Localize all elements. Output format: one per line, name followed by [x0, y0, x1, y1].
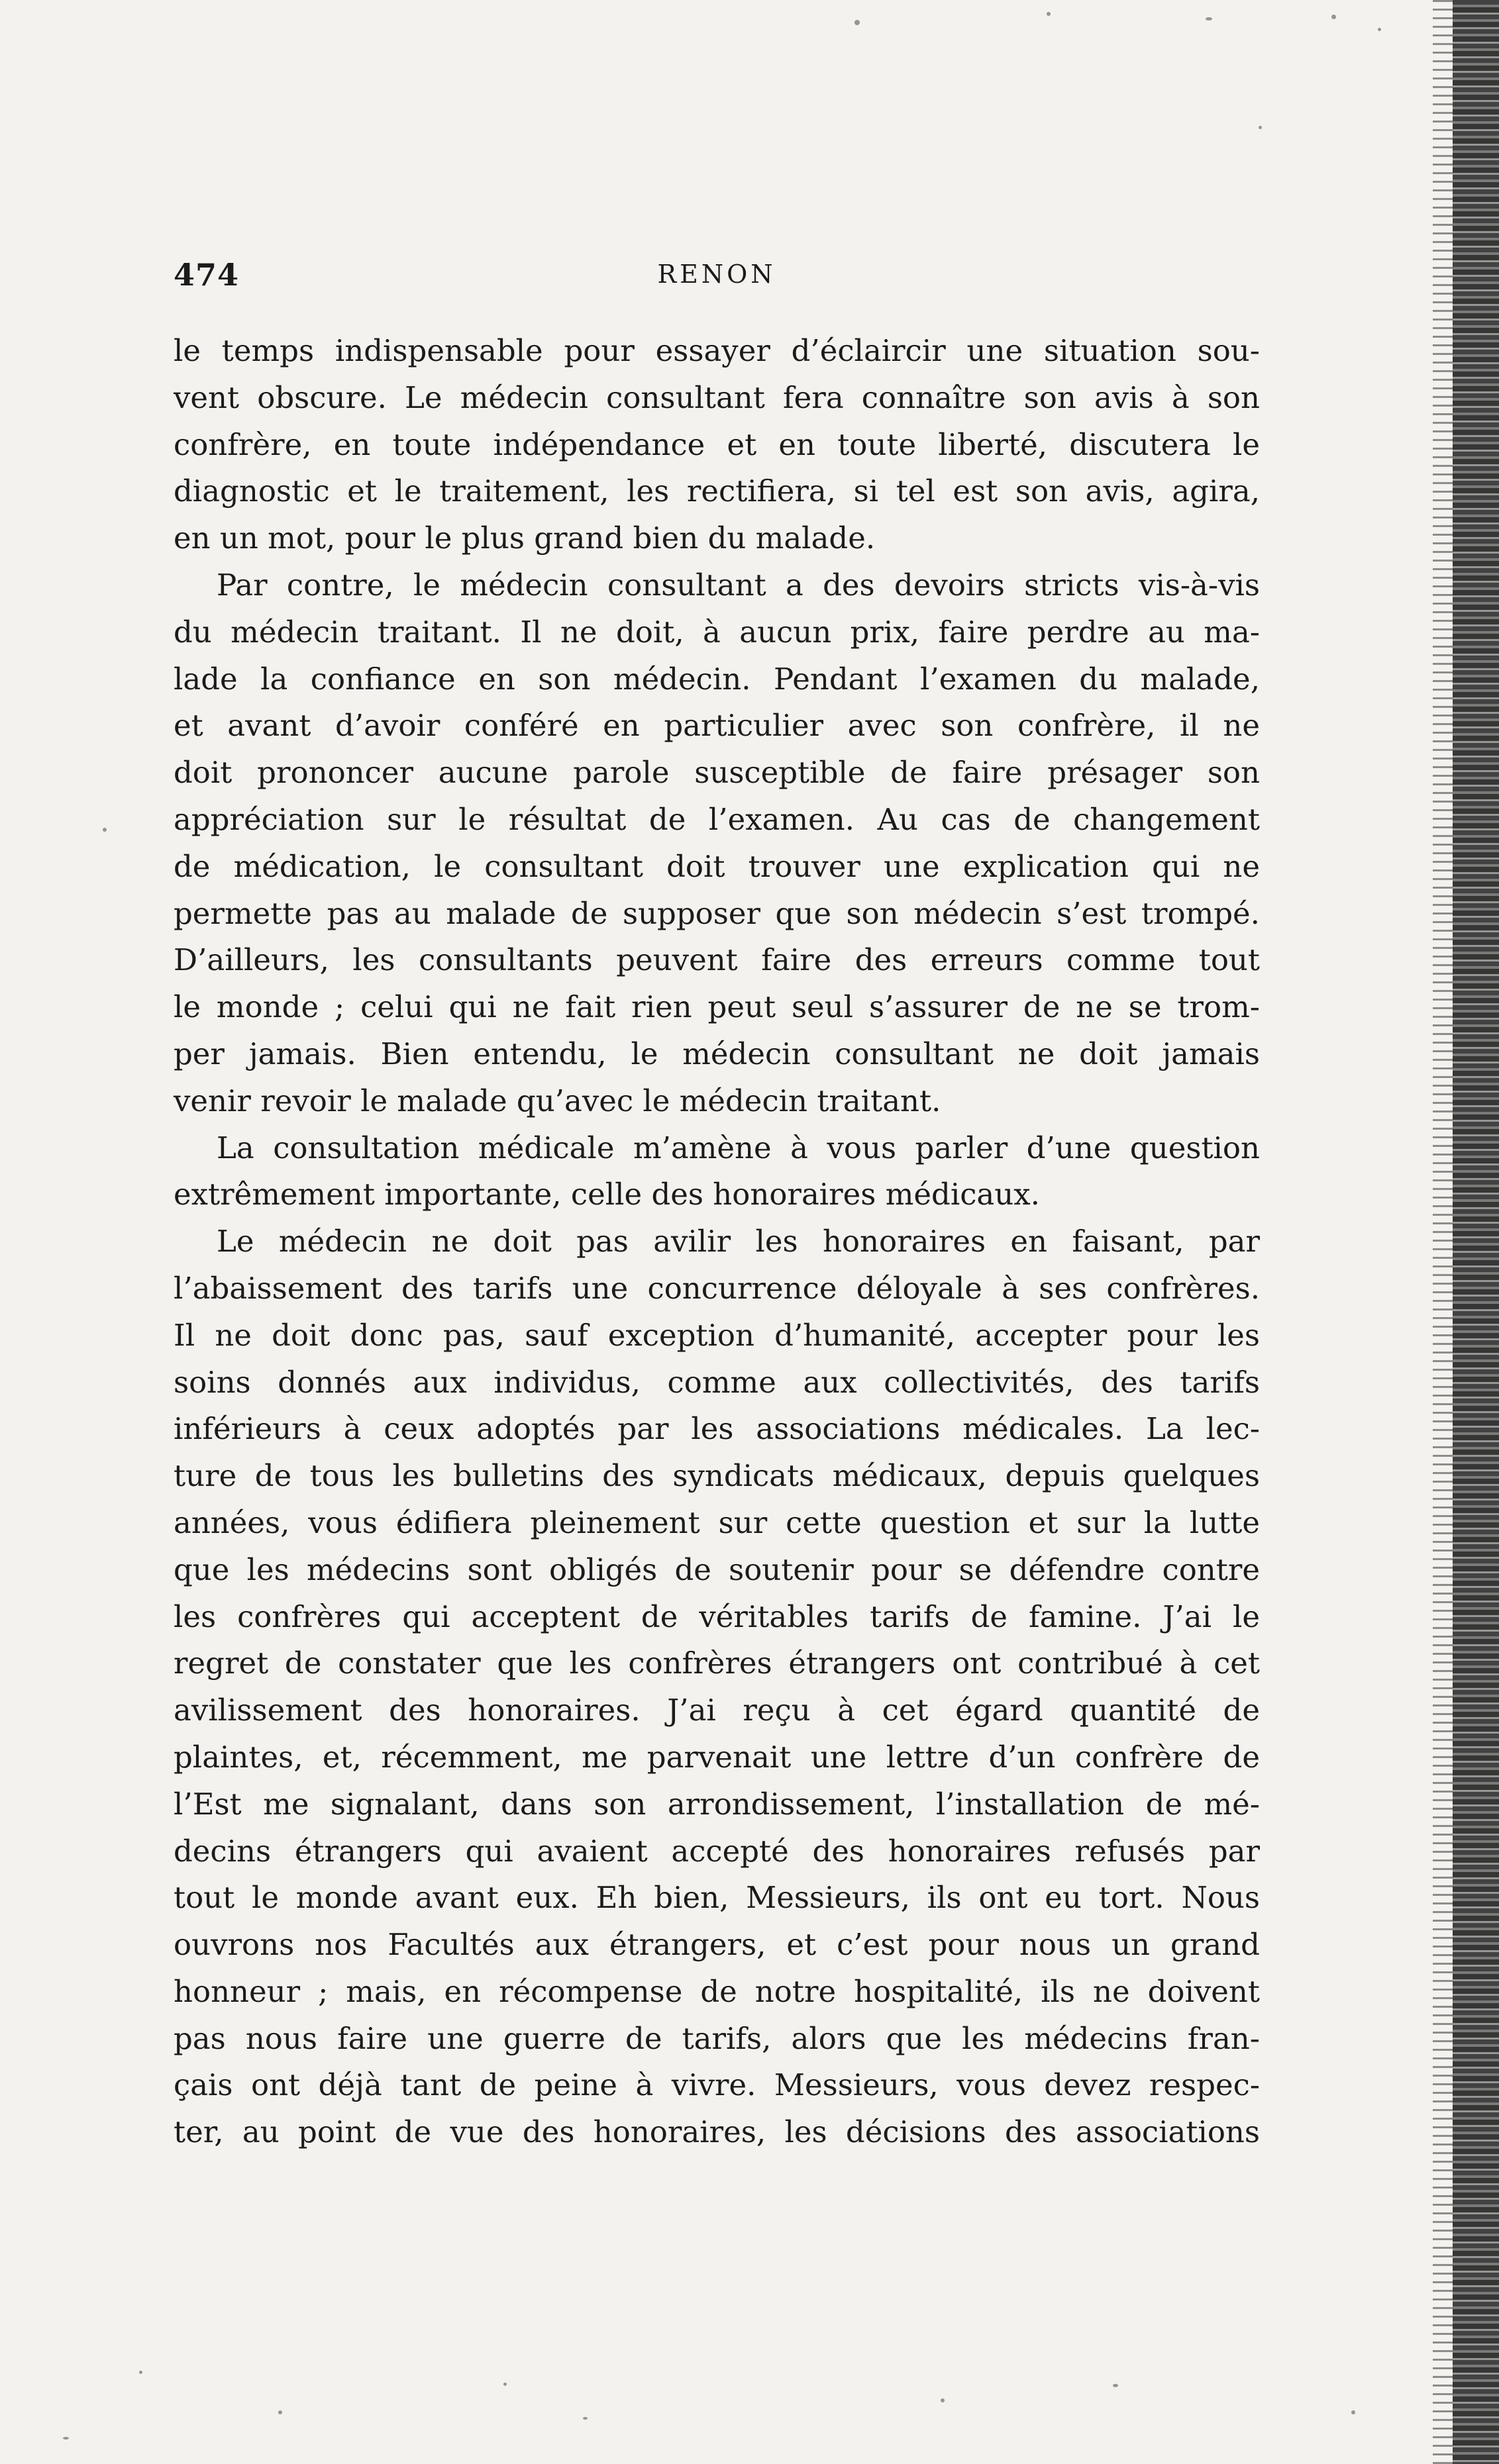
text-line: le monde ; celui qui ne fait rien peut seul s’assurer de ne se trom-: [174, 989, 1260, 1025]
text-line: D’ailleurs, les consultants peuvent faire des erreurs comme tout: [174, 942, 1260, 978]
text-line: Il ne doit donc pas, sauf exception d’humanité, accepter pour les: [174, 1317, 1260, 1353]
scan-dark-edge: [1453, 0, 1499, 2464]
text-line: de médication, le consultant doit trouver une explication qui ne: [174, 848, 1260, 884]
text-line: Le médecin ne doit pas avilir les honoraires en faisant, par: [217, 1224, 1260, 1259]
text-line: tout le monde avant eux. Eh bien, Messieurs, ils ont eu tort. Nous: [174, 1880, 1260, 1916]
text-line: l’abaissement des tarifs une concurrence déloyale à ses confrères.: [174, 1270, 1260, 1306]
page-header: [174, 257, 1260, 297]
text-line: regret de constater que les confrères étrangers ont contribué à cet: [174, 1646, 1260, 1681]
text-line: appréciation sur le résultat de l’examen. Au cas de changement: [174, 801, 1260, 837]
text-line: decins étrangers qui avaient accepté des honoraires refusés par: [174, 1833, 1260, 1869]
text-line: Par contre, le médecin consultant a des devoirs stricts vis-à-vis: [217, 567, 1260, 603]
text-line: permette pas au malade de supposer que son médecin s’est trompé.: [174, 895, 1260, 931]
text-line: lade la confiance en son médecin. Pendant l’examen du malade,: [174, 661, 1260, 697]
text-line: pas nous faire une guerre de tarifs, alors que les médecins fran-: [174, 2020, 1260, 2056]
text-line: plaintes, et, récemment, me parvenait une lettre d’un confrère de: [174, 1739, 1260, 1775]
text-line: et avant d’avoir conféré en particulier avec son confrère, il ne: [174, 708, 1260, 744]
scan-edge-shadow: [1433, 0, 1453, 2464]
text-line: venir revoir le malade qu’avec le médecin traitant.: [174, 1083, 941, 1118]
page-number: 474: [174, 257, 240, 293]
text-line: vent obscure. Le médecin consultant fera connaître son avis à son: [174, 379, 1260, 415]
running-head: RENON: [657, 260, 776, 289]
text-line: diagnostic et le traitement, les rectifiera, si tel est son avis, agira,: [174, 473, 1260, 509]
text-line: confrère, en toute indépendance et en toute liberté, discutera le: [174, 426, 1260, 462]
text-line: ouvrons nos Facultés aux étrangers, et c’est pour nous un grand: [174, 1927, 1260, 1963]
text-line: avilissement des honoraires. J’ai reçu à cet égard quantité de: [174, 1693, 1260, 1728]
text-line: soins donnés aux individus, comme aux collectivités, des tarifs: [174, 1364, 1260, 1400]
text-line: que les médecins sont obligés de soutenir pour se défendre contre: [174, 1552, 1260, 1587]
text-line: extrêmement importante, celle des honoraires médicaux.: [174, 1177, 1040, 1212]
text-line: çais ont déjà tant de peine à vivre. Messieurs, vous devez respec-: [174, 2067, 1260, 2103]
text-line: l’Est me signalant, dans son arrondissement, l’installation de mé-: [174, 1786, 1260, 1822]
text-line: ture de tous les bulletins des syndicats médicaux, depuis quelques: [174, 1458, 1260, 1494]
text-line: les confrères qui acceptent de véritables tarifs de famine. J’ai le: [174, 1599, 1260, 1634]
text-line: années, vous édifiera pleinement sur cette question et sur la lutte: [174, 1504, 1260, 1540]
text-line: honneur ; mais, en récompense de notre hospitalité, ils ne doivent: [174, 1973, 1260, 2009]
text-line: le temps indispensable pour essayer d’éclaircir une situation sou-: [174, 333, 1260, 368]
text-line: per jamais. Bien entendu, le médecin consultant ne doit jamais: [174, 1036, 1260, 1071]
text-line: doit prononcer aucune parole susceptible de faire présager son: [174, 755, 1260, 791]
text-line: inférieurs à ceux adoptés par les associations médicales. La lec-: [174, 1411, 1260, 1447]
text-line: du médecin traitant. Il ne doit, à aucun prix, faire perdre au ma-: [174, 614, 1260, 650]
body-text: [174, 328, 1260, 2156]
text-line: en un mot, pour le plus grand bien du malade.: [174, 520, 876, 556]
text-line: La consultation médicale m’amène à vous parler d’une question: [217, 1130, 1260, 1165]
text-line: ter, au point de vue des honoraires, les décisions des associations: [174, 2114, 1260, 2150]
